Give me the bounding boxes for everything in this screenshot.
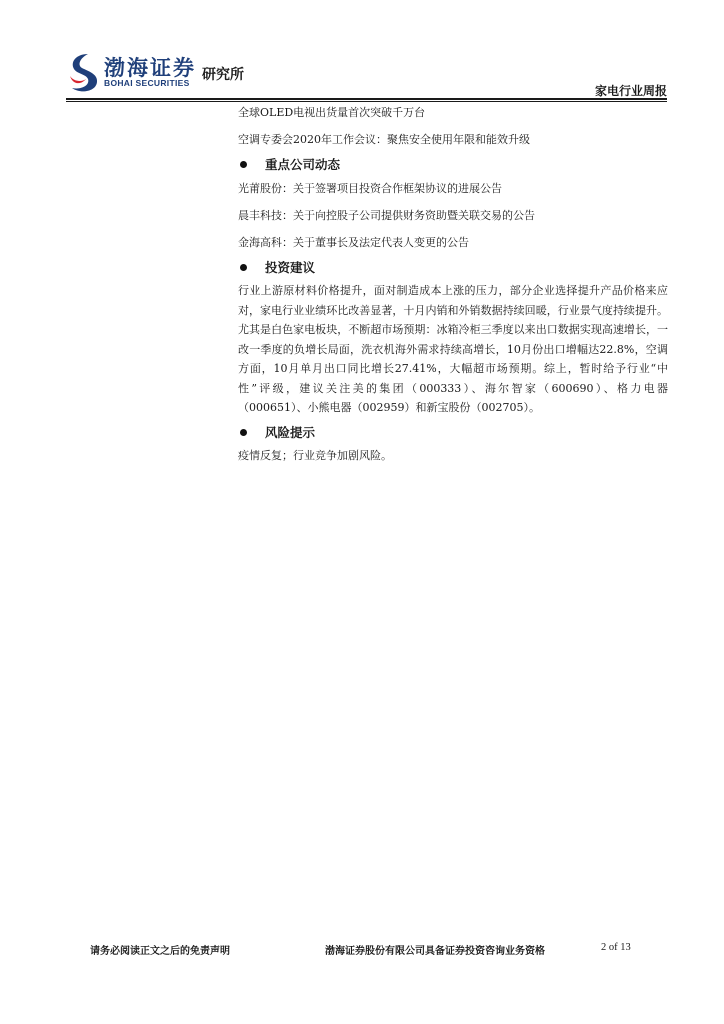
section-title: 风险提示 xyxy=(265,424,316,440)
footer-disclaimer: 请务必阅读正文之后的免责声明 xyxy=(90,946,230,957)
bullet-icon xyxy=(240,429,247,436)
section-heading-risk xyxy=(238,422,668,443)
logo-english-name: BOHAI SECURITIES xyxy=(104,78,190,88)
page-footer xyxy=(0,942,724,962)
news-item: 全球OLED电视出货量首次突破千万台 xyxy=(238,106,426,119)
page-number: 2 of 13 xyxy=(601,942,631,953)
bullet-icon xyxy=(240,264,247,271)
bohai-securities-logo xyxy=(66,52,256,94)
logo-chinese-name: 渤海证券 xyxy=(104,56,196,80)
footer-qualification: 渤海证券股份有限公司具备证券投资咨询业务资格 xyxy=(325,946,545,957)
company-news-item: 金海高科：关于董事长及法定代表人变更的公告 xyxy=(238,236,469,249)
company-news-item: 晨丰科技：关于向控股子公司提供财务资助暨关联交易的公告 xyxy=(238,209,535,222)
section-title: 重点公司动态 xyxy=(265,157,341,172)
header-rule xyxy=(66,98,667,100)
report-body xyxy=(238,102,668,465)
investment-advice-paragraph: 行业上游原材料价格提升，面对制造成本上涨的压力，部分企业选择提升产品价格来应对，家电行业业绩环比改善显著，十月内销和外销数据持续回暖，行业景气度持续提升。尤其是白色家电板块，不断超市场预期：冰箱冷柜三季度以来出口数据实现高速增长，一改一季度的负增长局面，洗衣机海外需求持续高增长，10月份出口增幅达22.8%，空调方面，10月单月出口同比增长27.41%，大幅超市场预期。综上，暂时给予行业“中性”评级，建议关注美的集团（000333）、海尔智家（600690）、格力电器（000651）、小熊电器（002959）和新宝股份（002705）。 xyxy=(238,284,668,414)
section-heading-invest xyxy=(238,257,668,278)
logo-department: 研究所 xyxy=(202,67,244,83)
bullet-icon xyxy=(240,161,247,168)
news-item: 空调专委会2020年工作会议：聚焦安全使用年限和能效升级 xyxy=(238,133,530,146)
bohai-logo-icon xyxy=(66,52,100,94)
report-type-title: 家电行业周报 xyxy=(594,84,667,98)
risk-paragraph: 疫情反复；行业竞争加剧风险。 xyxy=(238,448,392,462)
company-news-item: 光莆股份：关于签署项目投资合作框架协议的进展公告 xyxy=(238,182,502,195)
section-heading-company xyxy=(238,154,668,175)
page-header xyxy=(0,0,724,104)
section-title: 投资建议 xyxy=(265,260,316,275)
